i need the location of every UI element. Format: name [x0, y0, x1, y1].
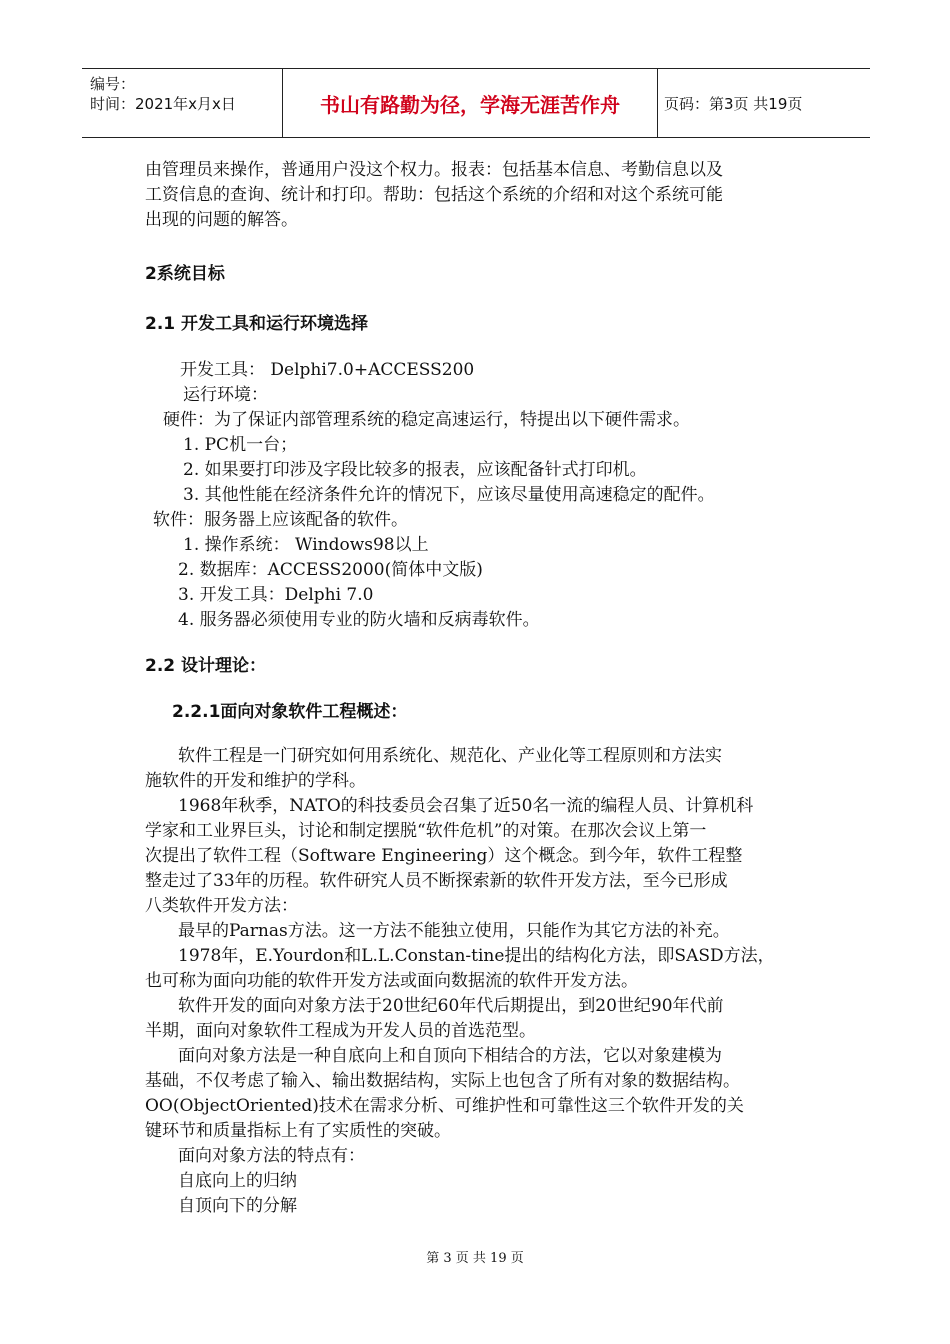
paragraph-line: 基础，不仅考虑了输入、输出数据结构，实际上也包含了所有对象的数据结构。: [145, 1071, 740, 1091]
doc-number-label: 编号：: [90, 75, 136, 93]
section-heading: 2.1 开发工具和运行环境选择: [145, 314, 369, 334]
paragraph-line: 施软件的开发和维护的学科。: [145, 771, 366, 791]
subsection-heading: 2.2.1面向对象软件工程概述：: [172, 702, 408, 722]
paragraph-line: 整走过了33年的历程。软件研究人员不断探索新的软件开发方法，至今已形成: [145, 871, 728, 891]
paragraph-line: 最早的Parnas方法。这一方法不能独立使用，只能作为其它方法的补充。: [178, 921, 730, 941]
section-heading: 2.2 设计理论：: [145, 656, 267, 676]
paragraph-line: 1978年，E.Yourdon和L.L.Constan-tine提出的结构化方法，即SASD方法，: [178, 946, 775, 966]
paragraph-line: 学家和工业界巨头，讨论和制定摆脱“软件危机”的对策。在那次会议上第一: [145, 821, 707, 841]
list-item: 3. 开发工具：Delphi 7.0: [178, 585, 374, 605]
paragraph-line: 工资信息的查询、统计和打印。帮助：包括这个系统的介绍和对这个系统可能: [145, 185, 723, 205]
paragraph-line: 软件开发的面向对象方法于20世纪60年代后期提出，到20世纪90年代前: [178, 996, 724, 1016]
paragraph-line: 自顶向下的分解: [178, 1196, 297, 1216]
list-item: 1. 操作系统： Windows98以上: [183, 535, 429, 555]
header-info-cell: [82, 69, 282, 137]
paragraph-line: 自底向上的归纳: [178, 1171, 297, 1191]
paragraph-line: 1968年秋季，NATO的科技委员会召集了近50名一流的编程人员、计算机科: [178, 796, 754, 816]
paragraph-line: 键环节和质量指标上有了实质性的突破。: [145, 1121, 451, 1141]
list-item: 3. 其他性能在经济条件允许的情况下，应该尽量使用高速稳定的配件。: [183, 485, 715, 505]
list-item: 2. 如果要打印涉及字段比较多的报表，应该配备针式打印机。: [183, 460, 647, 480]
run-env-line: 运行环境：: [183, 385, 268, 405]
paragraph-line: 出现的问题的解答。: [145, 210, 298, 230]
page-header: [82, 68, 870, 138]
paragraph-line: OO(ObjectOriented)技术在需求分析、可维护性和可靠性这三个软件开发的关: [145, 1096, 744, 1116]
section-heading: 2系统目标: [145, 264, 225, 284]
list-item: 4. 服务器必须使用专业的防火墙和反病毒软件。: [178, 610, 540, 630]
paragraph-line: 面向对象方法的特点有：: [178, 1146, 365, 1166]
dev-tool-line: 开发工具： Delphi7.0+ACCESS200: [180, 360, 475, 380]
page-footer: 第 3 页 共 19 页: [426, 1251, 524, 1266]
header-page-label: 页码：第3页 共19页: [664, 94, 803, 113]
doc-date-label: 时间：2021年x月x日: [90, 95, 236, 113]
paragraph-line: 半期，面向对象软件工程成为开发人员的首选范型。: [145, 1021, 536, 1041]
paragraph-line: 软件工程是一门研究如何用系统化、规范化、产业化等工程原则和方法实: [178, 746, 722, 766]
header-motto: 书山有路勤为径，学海无涯苦作舟: [282, 69, 658, 137]
paragraph-line: 八类软件开发方法：: [145, 896, 298, 916]
list-item: 2. 数据库：ACCESS2000(简体中文版): [178, 560, 483, 580]
software-line: 软件：服务器上应该配备的软件。: [153, 510, 408, 530]
list-item: 1. PC机一台；: [183, 435, 298, 455]
paragraph-line: 面向对象方法是一种自底向上和自顶向下相结合的方法，它以对象建模为: [178, 1046, 722, 1066]
paragraph-line: 由管理员来操作，普通用户没这个权力。报表：包括基本信息、考勤信息以及: [145, 160, 723, 180]
paragraph-line: 也可称为面向功能的软件开发方法或面向数据流的软件开发方法。: [145, 971, 638, 991]
hardware-line: 硬件：为了保证内部管理系统的稳定高速运行，特提出以下硬件需求。: [163, 410, 690, 430]
paragraph-line: 次提出了软件工程（Software Engineering）这个概念。到今年，软件工程整: [145, 846, 743, 866]
